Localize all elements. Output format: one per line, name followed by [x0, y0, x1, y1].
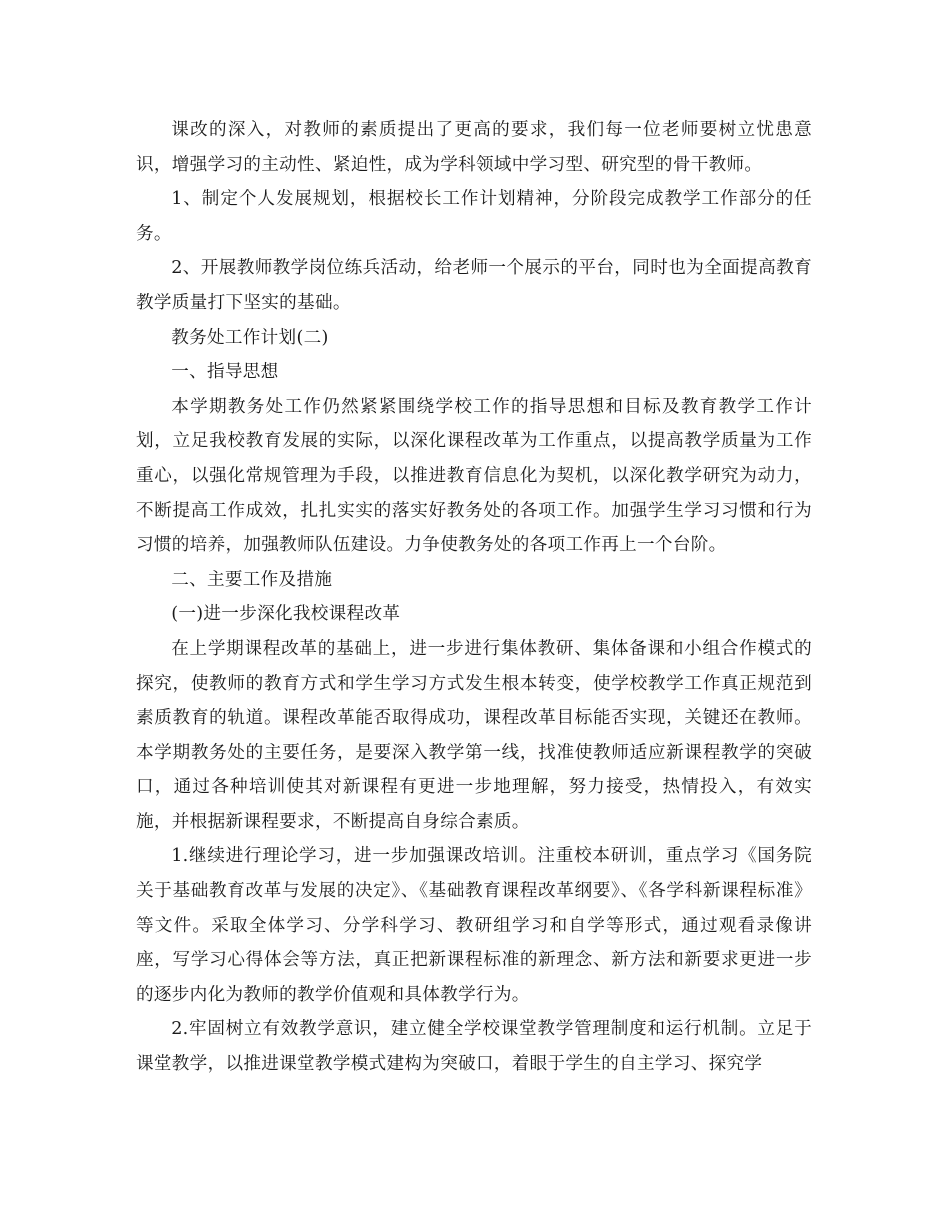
paragraph-curriculum-reform: 在上学期课程改革的基础上，进一步进行集体教研、集体备课和小组合作模式的探究，使教师的教育方式和学生学习方式发生根本转变，使学校教学工作真正规范到素质教育的轨道。课程改革能否取得成功，课程改革目标能否实现，关键还在教师。本学期教务处的主要任务，是要深入教学第一线，找准使教师适应新课程教学的突破口，通过各种培训使其对新课程有更进一步地理解，努力接受，热情投入，有效实施，并根据新课程要求，不断提高自身综合素质。 — [136, 638, 812, 832]
paragraph-intro: 课改的深入，对教师的素质提出了更高的要求，我们每一位老师要树立忧患意识，增强学习的主动性、紧迫性，成为学科领域中学习型、研究型的骨干教师。 — [136, 120, 812, 175]
heading-guiding-thought: 一、指导思想 — [171, 362, 279, 383]
paragraph-item-2: 2、开展教师教学岗位练兵活动，给老师一个展示的平台，同时也为全面提高教育教学质量打下坚实的基础。 — [136, 258, 812, 313]
paragraph-item-1: 1、制定个人发展规划，根据校长工作计划精神，分阶段完成教学工作部分的任务。 — [136, 189, 812, 244]
paragraph-guiding-thought: 本学期教务处工作仍然紧紧围绕学校工作的指导思想和目标及教育教学工作计划，立足我校教育发展的实际，以深化课程改革为工作重点，以提高教学质量为工作重心，以强化常规管理为手段，以推进教育信息化为契机，以深化教学研究为动力，不断提高工作成效，扎扎实实的落实好教务处的各项工作。加强学生学习习惯和行为习惯的培养，加强教师队伍建设。力争使教务处的各项工作再上一个台阶。 — [136, 396, 812, 556]
document-page — [136, 113, 812, 1082]
section-title: 教务处工作计划(二) — [171, 327, 329, 348]
paragraph-theory-study: 1.继续进行理论学习，进一步加强课改培训。注重校本研训，重点学习《国务院关于基础教育改革与发展的决定》、《基础教育课程改革纲要》、《各学科新课程标准》等文件。采取全体学习、分学科学习、教研组学习和自学等形式，通过观看录像讲座，写学习心得体会等方法，真正把新课程标准的新理念、新方法和新要求更进一步的逐步内化为教师的教学价值观和具体教学行为。 — [136, 846, 812, 1005]
subheading-curriculum-reform: (一)进一步深化我校课程改革 — [171, 604, 401, 625]
heading-main-work: 二、主要工作及措施 — [171, 569, 333, 590]
paragraph-effective-teaching: 2.牢固树立有效教学意识，建立健全学校课堂教学管理制度和运行机制。立足于课堂教学，以推进课堂教学模式建构为突破口，着眼于学生的自主学习、探究学 — [136, 1019, 812, 1075]
